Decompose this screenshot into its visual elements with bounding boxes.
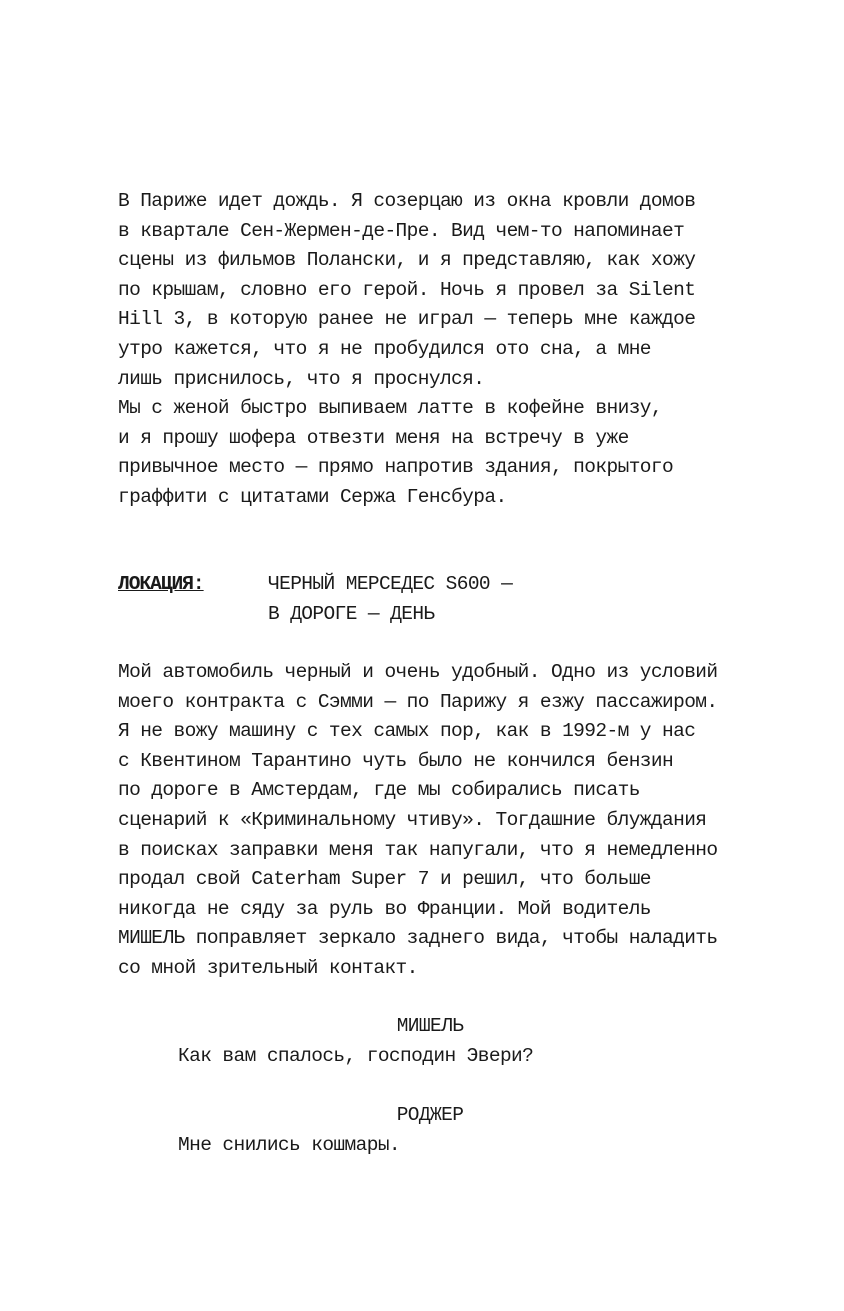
text-line: сценарий к «Криминальному чтиву». Тогдашние блуждания [118, 808, 707, 831]
text-line: лишь приснилось, что я проснулся. [118, 367, 485, 390]
text-line: и я прошу шофера отвезти меня на встречу в уже [118, 426, 629, 449]
text-line: с Квентином Тарантино чуть было не кончился бензин [118, 749, 674, 772]
text-line: В Париже идет дождь. Я созерцаю из окна кровли домов [118, 190, 696, 212]
text-line: сцены из фильмов Полански, и я представляю, как хожу [118, 249, 696, 272]
location-line: ЧЕРНЫЙ МЕРСЕДЕС S600 — [268, 573, 513, 595]
dialogue-line: Мне снились кошмары. [178, 1134, 401, 1156]
location-value [268, 570, 512, 629]
text-line: Hill 3, в которую ранее не играл — теперь мне каждое [118, 308, 696, 331]
text-line: МИШЕЛЬ поправляет зеркало заднего вида, чтобы наладить [118, 927, 718, 950]
text-line: Мы с женой быстро выпиваем латте в кофейне внизу, [118, 397, 662, 420]
location-line: В ДОРОГЕ — ДЕНЬ [268, 602, 435, 625]
text-line: продал свой Caterham Super 7 и решил, что больше [118, 868, 651, 891]
text-line: Я не вожу машину с тех самых пор, как в 1992-м у нас [118, 720, 696, 743]
text-line: утро кажется, что я не пробудился ото сна, а мне [118, 337, 651, 360]
text-line: граффити с цитатами Сержа Генсбура. [118, 485, 507, 508]
text-line: по крышам, словно его герой. Ночь я провел за Silent [118, 278, 696, 301]
text-line: Мой автомобиль черный и очень удобный. Одно из условий [118, 661, 718, 683]
text-line: моего контракта с Сэмми — по Парижу я езжу пассажиром. [118, 690, 718, 713]
text-line: в квартале Сен-Жермен-де-Пре. Вид чем-то напоминает [118, 219, 685, 242]
dialogue-line: Как вам спалось, господин Эвери? [178, 1045, 534, 1067]
action-paragraph [118, 187, 738, 513]
character-name: МИШЕЛЬ [396, 1015, 464, 1037]
text-line: со мной зрительный контакт. [118, 956, 418, 979]
text-line: по дороге в Амстердам, где мы собирались писать [118, 779, 640, 802]
text-line: в поисках заправки меня так напугали, что я немедленно [118, 838, 718, 861]
action-paragraph [118, 658, 738, 984]
character-name: РОДЖЕР [396, 1104, 464, 1126]
text-line: никогда не сяду за руль во Франции. Мой водитель [118, 897, 651, 920]
text-line: привычное место — прямо напротив здания, покрытого [118, 456, 674, 479]
location-label: ЛОКАЦИЯ: [118, 573, 204, 595]
